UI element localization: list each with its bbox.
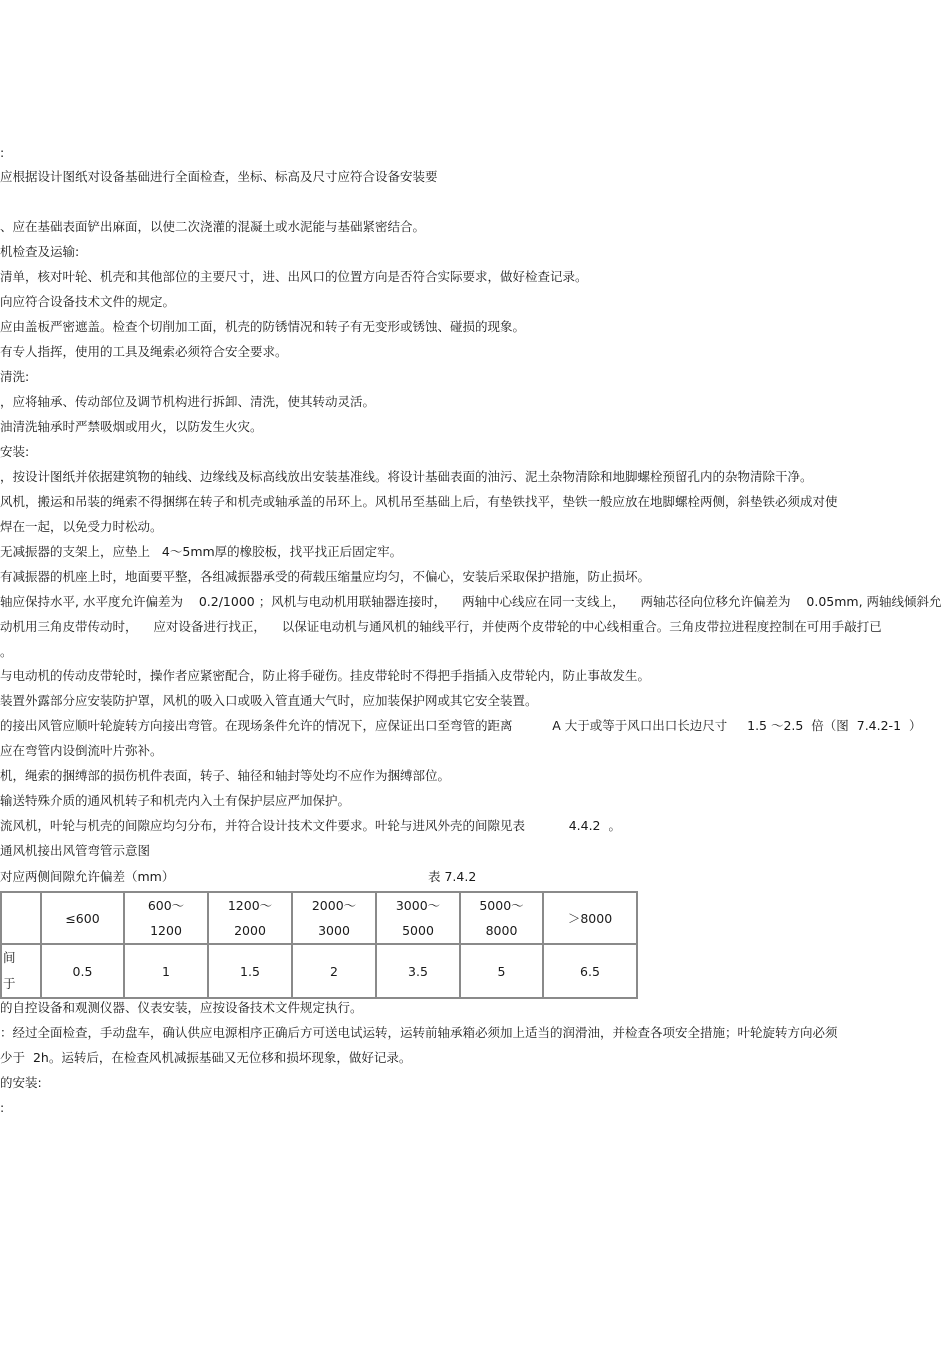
section-heading: 机检查及运输: bbox=[0, 244, 80, 259]
table-header-cell bbox=[1, 892, 41, 944]
table-header-cell: 3000～ 5000 bbox=[376, 892, 460, 944]
text-line: 的接出风管应顺叶轮旋转方向接出弯管。在现场条件允许的情况下，应保证出口至弯管的距离 A 大于或等于风口出口长边尺寸 1.5 ～2.5 倍（图 7.4.2-1 ） bbox=[0, 718, 922, 733]
table-row-label: 间 于 bbox=[1, 944, 41, 998]
text-line: 流风机，叶轮与机壳的间隙应均匀分布，并符合设计技术文件要求。叶轮与进风外壳的间隙见表 4.4.2 。 bbox=[0, 818, 621, 833]
text-line: 焊在一起，以免受力时松动。 bbox=[0, 519, 163, 534]
text-line: ：经过全面检查，手动盘车，确认供应电源相序正确后方可送电试运转，运转前轴承箱必须加上适当的润滑油，并检查各项安全措施；叶轮旋转方向必须 bbox=[0, 1025, 838, 1040]
table-header-cell: 600～ 1200 bbox=[124, 892, 208, 944]
text-line: 有减振器的机座上时，地面要平整，各组减振器承受的荷载压缩量应均匀，不偏心，安装后采取保护措施，防止损坏。 bbox=[0, 569, 651, 584]
table-cell: 1 bbox=[124, 944, 208, 998]
text-line: 轴应保持水平, 水平度允许偏差为 0.2/1000 ；风机与电动机用联轴器连接时， 两轴中心线应在同一支线上， 两轴芯径向位移允许偏差为 0.05mm, 两轴线倾斜允 bbox=[0, 594, 942, 609]
text-line: 机，绳索的捆缚部的损伤机件表面，转子、轴径和轴封等处均不应作为捆缚部位。 bbox=[0, 768, 451, 783]
text-line: 。 bbox=[0, 644, 13, 659]
text-line: 有专人指挥，使用的工具及绳索必须符合安全要求。 bbox=[0, 344, 288, 359]
text-line: ，应将轴承、传动部位及调节机构进行拆卸、清洗，使其转动灵活。 bbox=[0, 394, 376, 409]
table-header-cell: 1200～ 2000 bbox=[208, 892, 292, 944]
text-line: 与电动机的传动皮带轮时，操作者应紧密配合，防止将手碰伤。挂皮带轮时不得把手指插入皮带轮内，防止事故发生。 bbox=[0, 668, 651, 683]
text-line: 应在弯管内设倒流叶片弥补。 bbox=[0, 743, 163, 758]
text-line: : bbox=[0, 145, 5, 160]
table-header-row bbox=[1, 892, 637, 944]
table-header-cell: ＞8000 bbox=[543, 892, 637, 944]
text-line: 装置外露部分应安装防护罩，风机的吸入口或吸入管直通大气时，应加装保护网或其它安全装置。 bbox=[0, 693, 538, 708]
text-line: 清单，核对叶轮、机壳和其他部位的主要尺寸，进、出风口的位置方向是否符合实际要求，做好检查记录。 bbox=[0, 269, 588, 284]
text-line: 的自控设备和观测仪器、仪表安装，应按设备技术文件规定执行。 bbox=[0, 1000, 363, 1015]
text-line: 油清洗轴承时严禁吸烟或用火，以防发生火灾。 bbox=[0, 419, 263, 434]
text-line: : bbox=[0, 1100, 5, 1115]
text-line: 输送特殊介质的通风机转子和机壳内入土有保护层应严加保护。 bbox=[0, 793, 351, 808]
section-heading: 清洗: bbox=[0, 369, 30, 384]
text-line: 少于 2h。运转后，在检查风机减振基础又无位移和损坏现象，做好记录。 bbox=[0, 1050, 412, 1065]
table-cell: 5 bbox=[460, 944, 543, 998]
table-header-cell: 2000～ 3000 bbox=[292, 892, 376, 944]
clearance-table bbox=[0, 891, 638, 999]
table-row bbox=[1, 944, 637, 998]
table-cell: 1.5 bbox=[208, 944, 292, 998]
text-line: 无减振器的支架上，应垫上 4～5mm厚的橡胶板，找平找正后固定牢。 bbox=[0, 544, 403, 559]
text-line: 应根据设计图纸对设备基础进行全面检查，坐标、标高及尺寸应符合设备安装要 bbox=[0, 169, 438, 184]
table-cell: 2 bbox=[292, 944, 376, 998]
section-heading: 的安装: bbox=[0, 1075, 42, 1090]
section-heading: 安装: bbox=[0, 444, 30, 459]
table-cell: 3.5 bbox=[376, 944, 460, 998]
table-header-cell: 5000～ 8000 bbox=[460, 892, 543, 944]
text-line: 向应符合设备技术文件的规定。 bbox=[0, 294, 176, 309]
text-line: 风机，搬运和吊装的绳索不得捆绑在转子和机壳或轴承盖的吊环上。风机吊至基础上后，有垫铁找平，垫铁一般应放在地脚螺栓两侧，斜垫铁必须成对使 bbox=[0, 494, 838, 509]
table-header-cell: ≤600 bbox=[41, 892, 124, 944]
text-line: 动机用三角皮带传动时， 应对设备进行找正， 以保证电动机与通风机的轴线平行，并使两个皮带轮的中心线相重合。三角皮带拉进程度控制在可用手敲打已 bbox=[0, 619, 882, 634]
table-caption-left: 对应两侧间隙允许偏差（mm） bbox=[0, 869, 175, 884]
text-line: 应由盖板严密遮盖。检查个切削加工面，机壳的防锈情况和转子有无变形或锈蚀、碰损的现象。 bbox=[0, 319, 526, 334]
table-cell: 6.5 bbox=[543, 944, 637, 998]
table-caption-number: 表 7.4.2 bbox=[428, 869, 477, 884]
figure-caption: 通风机接出风管弯管示意图 bbox=[0, 843, 151, 858]
table-cell: 0.5 bbox=[41, 944, 124, 998]
text-line: ，按设计图纸并依据建筑物的轴线、边缘线及标高线放出安装基准线。将设计基础表面的油污、泥土杂物清除和地脚螺栓预留孔内的杂物清除干净。 bbox=[0, 469, 813, 484]
text-line: 、应在基础表面铲出麻面，以使二次浇灌的混凝土或水泥能与基础紧密结合。 bbox=[0, 219, 426, 234]
